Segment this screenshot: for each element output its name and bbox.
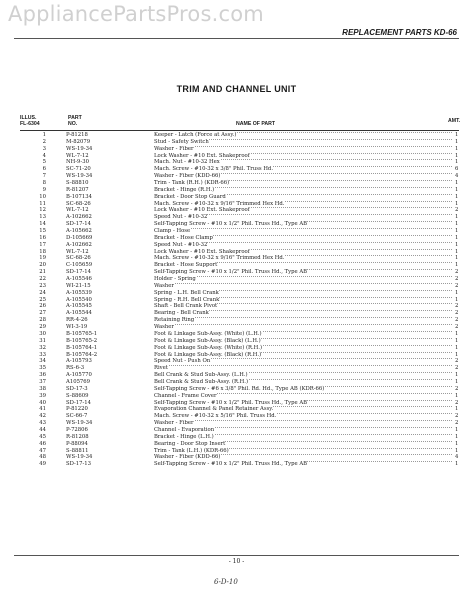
part-name: Bracket - Hose Clamp <box>154 234 213 241</box>
amount: 4 <box>455 173 459 180</box>
illus-number: 45 <box>39 433 46 440</box>
table-row <box>0 324 473 331</box>
dot-leader <box>154 283 452 284</box>
table-row <box>0 207 473 214</box>
amount: 2 <box>455 385 459 392</box>
amount: 1 <box>455 337 459 344</box>
amount: 2 <box>455 413 459 420</box>
amount: 2 <box>455 282 459 289</box>
table-row <box>0 413 473 420</box>
dot-leader <box>154 317 452 318</box>
amount: 1 <box>455 145 459 152</box>
part-name: Bearing - Bell Crank <box>154 310 209 317</box>
part-name: Foot & Linkage Sub-Assy. (Black) (R.H.) <box>154 351 262 358</box>
parts-list <box>0 132 473 468</box>
column-header-part <box>68 115 82 127</box>
table-row <box>0 297 473 304</box>
illus-number: 35 <box>39 365 46 372</box>
part-number: M-82079 <box>66 138 91 145</box>
illus-number: 44 <box>39 426 46 433</box>
table-row <box>0 276 473 283</box>
amount: 1 <box>455 433 459 440</box>
illus-number: 33 <box>39 351 46 358</box>
illus-number: 26 <box>39 303 46 310</box>
illus-number: 14 <box>39 221 46 228</box>
part-number: SC-68-26 <box>66 255 91 262</box>
part-name: Lock Washer - #10 Ext. Shakeproof <box>154 207 250 214</box>
part-number: B-107134 <box>66 193 93 200</box>
illus-number: 22 <box>39 276 46 283</box>
amount: 6 <box>455 166 459 173</box>
illus-number: 31 <box>39 337 46 344</box>
part-number: P-81220 <box>66 406 88 413</box>
part-name: Self-Tapping Screw - #10 x 1/2" Phil. Truss Hd., Type AB <box>154 399 308 406</box>
part-name: Shaft - Bell Crank Pivot <box>154 303 218 310</box>
illus-number: 47 <box>39 447 46 454</box>
table-row <box>0 242 473 249</box>
part-name: Trim - Tank (L.H.) (KDR-66) <box>154 447 229 454</box>
dot-leader <box>154 365 452 366</box>
part-number: WS-19-34 <box>66 454 93 461</box>
illus-number: 8 <box>42 180 46 187</box>
bottom-divider <box>14 555 459 556</box>
amount: 1 <box>455 330 459 337</box>
column-header-name: NAME OF PART <box>236 121 276 127</box>
part-number: R-81208 <box>66 433 89 440</box>
part-number: RR-4-26 <box>66 317 88 324</box>
part-name: Bell Crank & Stud Sub-Assy. (R.H.) <box>154 378 249 385</box>
part-number: P-88094 <box>66 440 88 447</box>
illus-number: 10 <box>39 193 46 200</box>
table-row <box>0 235 473 242</box>
illus-number: 3 <box>42 145 46 152</box>
part-number: C-105659 <box>66 262 93 269</box>
table-row <box>0 434 473 441</box>
amount: 1 <box>455 234 459 241</box>
part-number: B-105764-1 <box>66 344 98 351</box>
part-number: S-88609 <box>66 392 89 399</box>
amount: 1 <box>455 344 459 351</box>
handwritten-note: 6-D-10 <box>214 578 238 586</box>
part-name: Bracket - Hinge (L.H.) <box>154 433 214 440</box>
part-name: Washer - Fiber (KDD-66) <box>154 454 221 461</box>
part-number: P-81218 <box>66 132 88 138</box>
dot-leader <box>154 420 452 421</box>
part-name: Mach. Nut - #10-32 Hex <box>154 159 220 166</box>
amount: 2 <box>455 399 459 406</box>
illus-number: 17 <box>39 241 46 248</box>
part-number: A-105546 <box>66 276 92 283</box>
header-divider <box>20 130 459 131</box>
document-header: REPLACEMENT PARTS KD-66 <box>342 28 457 37</box>
amount: 1 <box>455 378 459 385</box>
part-name: Mach. Screw - #10-32 x 5/16" Phil. Truss Hd. <box>154 413 277 420</box>
illus-number: 4 <box>42 152 46 159</box>
table-row <box>0 180 473 187</box>
amount: 2 <box>455 207 459 214</box>
part-name: Evaporation Channel & Panel Retainer Assy. <box>154 406 274 413</box>
part-name: Self-Tapping Screw - #10 x 1/2" Phil. Truss Hd., Type AB <box>154 461 308 468</box>
site-watermark: AppliancePartsPros.com <box>8 2 264 26</box>
amount: 1 <box>455 180 459 187</box>
amount: 2 <box>455 310 459 317</box>
part-name: Foot & Linkage Sub-Assy. (Black) (L.H.) <box>154 337 261 344</box>
part-name: Lock Washer - #10 Ext. Shakeproof <box>154 248 250 255</box>
illus-number: 7 <box>42 173 46 180</box>
illus-number: 32 <box>39 344 46 351</box>
part-name: Channel - Frame Cover <box>154 392 217 399</box>
amount: 1 <box>455 248 459 255</box>
table-row <box>0 358 473 365</box>
part-name: Foot & Linkage Sub-Assy. (White) (L.H.) <box>154 330 262 337</box>
table-row <box>0 352 473 359</box>
amount: 2 <box>455 420 459 427</box>
amount: 2 <box>455 324 459 331</box>
part-number: A-105770 <box>66 372 92 379</box>
table-row <box>0 345 473 352</box>
table-row <box>0 290 473 297</box>
part-number: A-102662 <box>66 241 92 248</box>
illus-number: 27 <box>39 310 46 317</box>
part-number: WS-19-34 <box>66 145 93 152</box>
part-number: WL-7-12 <box>66 248 89 255</box>
part-number: SD-17-3 <box>66 385 88 392</box>
part-name: Trim - Tank (R.H.) (KDR-66) <box>154 180 230 187</box>
table-row <box>0 166 473 173</box>
amount: 4 <box>455 454 459 461</box>
part-name: Bearing - Door Stop Insert <box>154 440 226 447</box>
table-row <box>0 386 473 393</box>
part-number: A-105540 <box>66 296 92 303</box>
illus-number: 23 <box>39 282 46 289</box>
part-number: A-105544 <box>66 310 92 317</box>
part-number: A-105662 <box>66 228 92 235</box>
amount: 2 <box>455 317 459 324</box>
illus-number: 20 <box>39 262 46 269</box>
part-name: Lock Washer - #10 Ext. Shakeproof <box>154 152 250 159</box>
part-number: A-105545 <box>66 303 92 310</box>
table-row <box>0 194 473 201</box>
illus-number: 19 <box>39 255 46 262</box>
amount: 1 <box>455 186 459 193</box>
dot-leader <box>154 146 452 147</box>
amount: 1 <box>455 372 459 379</box>
page-number: - 10 - <box>228 558 245 565</box>
dot-leader <box>154 324 452 325</box>
illus-number: 6 <box>42 166 46 173</box>
amount: 1 <box>455 255 459 262</box>
part-number: A-102662 <box>66 214 92 221</box>
part-name: Holder - Spring <box>154 276 196 283</box>
table-row <box>0 454 473 461</box>
part-name: Foot & Linkage Sub-Assy. (White) (R.H.) <box>154 344 263 351</box>
table-row <box>0 406 473 413</box>
amount: 1 <box>455 440 459 447</box>
table-row <box>0 331 473 338</box>
top-divider <box>14 38 459 39</box>
part-name: Rivet <box>154 365 168 372</box>
illus-number: 34 <box>39 358 46 365</box>
amount: 1 <box>455 406 459 413</box>
part-name: Retaining Ring <box>154 317 195 324</box>
amount: 1 <box>455 461 459 468</box>
table-row <box>0 159 473 166</box>
amount: 2 <box>455 358 459 365</box>
illus-number: 41 <box>39 406 46 413</box>
illus-number: 30 <box>39 330 46 337</box>
part-name: Self-Tapping Screw - #6 x 3/8" Phil. Rd. Hd., Type AB (KDR-66) <box>154 385 325 392</box>
part-name: Bracket - Hinge (R.H.) <box>154 186 215 193</box>
table-row <box>0 427 473 434</box>
part-number: SC-68-26 <box>66 200 91 207</box>
amount: 1 <box>455 228 459 235</box>
part-name: Speed Nut - #10-32 <box>154 214 208 221</box>
column-header-amt: AMT. <box>448 118 461 124</box>
illus-number: 13 <box>39 214 46 221</box>
part-name: Mach. Screw - #10-32 x 9/16" Trimmed Hex Hd. <box>154 200 285 207</box>
illus-number: 5 <box>42 159 46 166</box>
table-row <box>0 379 473 386</box>
table-row <box>0 146 473 153</box>
part-name: Washer <box>154 282 174 289</box>
illus-number: 2 <box>42 138 46 145</box>
illus-number: 11 <box>39 200 46 207</box>
part-number: R-81207 <box>66 186 89 193</box>
part-number: SD-17-14 <box>66 269 92 276</box>
illus-number: 12 <box>39 207 46 214</box>
amount: 2 <box>455 365 459 372</box>
table-row <box>0 228 473 235</box>
illus-number: 48 <box>39 454 46 461</box>
illus-number: 21 <box>39 269 46 276</box>
part-name: Spring - L.H. Bell Crank <box>154 289 219 296</box>
table-row <box>0 461 473 468</box>
part-name: Channel - Evaporation <box>154 426 215 433</box>
table-row <box>0 214 473 221</box>
part-name: Bell Crank & Stud Sub-Assy. (L.H.) <box>154 372 248 379</box>
part-name: Spring - R.H. Bell Crank <box>154 296 220 303</box>
table-row <box>0 173 473 180</box>
amount: 1 <box>455 447 459 454</box>
part-name: Keeper - Latch (Force at Assy.) <box>154 132 237 138</box>
part-number: WI-3-19 <box>66 324 88 331</box>
table-row <box>0 255 473 262</box>
part-number: SD-17-13 <box>66 461 92 468</box>
illus-number: 15 <box>39 228 46 235</box>
part-number: SD-17-14 <box>66 399 92 406</box>
part-number: A-105539 <box>66 289 92 296</box>
dot-leader <box>154 276 452 277</box>
amount: 1 <box>455 221 459 228</box>
amount: 1 <box>455 351 459 358</box>
illus-number: 43 <box>39 420 46 427</box>
table-row <box>0 201 473 208</box>
amount: 1 <box>455 132 459 138</box>
illus-number: 9 <box>42 186 46 193</box>
illus-label: ILLUS. <box>20 115 37 121</box>
table-row <box>0 310 473 317</box>
amount: 1 <box>455 214 459 221</box>
amount: 2 <box>455 303 459 310</box>
amount: 1 <box>455 426 459 433</box>
part-name: Washer - Fiber <box>154 145 194 152</box>
table-row <box>0 153 473 160</box>
part-number: SD-17-14 <box>66 221 92 228</box>
part-name: Mach. Screw - #10-32 x 9/16" Trimmed Hex Hd. <box>154 255 285 262</box>
part-number: D-105669 <box>66 234 93 241</box>
illus-number: 37 <box>39 378 46 385</box>
page-title: TRIM AND CHANNEL UNIT <box>176 84 297 94</box>
illus-number: 1 <box>42 132 46 138</box>
part-no-label: NO. <box>68 121 78 127</box>
part-name: Bracket - Hose Support <box>154 262 218 269</box>
part-name: Mach. Screw - #10-32 x 3/8" Phil. Truss Hd. <box>154 166 274 173</box>
amount: 1 <box>455 159 459 166</box>
amount: 2 <box>455 276 459 283</box>
illus-number: 39 <box>39 392 46 399</box>
part-number: B-105765-1 <box>66 330 98 337</box>
table-row <box>0 139 473 146</box>
table-row <box>0 400 473 407</box>
part-number: B-105764-2 <box>66 351 98 358</box>
table-row <box>0 448 473 455</box>
table-row <box>0 420 473 427</box>
part-number: WL-7-12 <box>66 207 89 214</box>
amount: 1 <box>455 289 459 296</box>
part-name: Clamp - Hose <box>154 228 191 235</box>
part-number: S-88811 <box>66 447 89 454</box>
part-name: Stud - Safety Switch <box>154 138 209 145</box>
amount: 1 <box>455 138 459 145</box>
dot-leader <box>154 228 452 229</box>
amount: 1 <box>455 262 459 269</box>
table-row <box>0 303 473 310</box>
table-row <box>0 249 473 256</box>
illus-number: 24 <box>39 289 46 296</box>
table-row <box>0 338 473 345</box>
table-row <box>0 317 473 324</box>
amount: 1 <box>455 152 459 159</box>
part-number: WS-19-34 <box>66 173 93 180</box>
part-number: SC-71-20 <box>66 166 91 173</box>
table-row <box>0 372 473 379</box>
table-row <box>0 269 473 276</box>
part-name: Self-Tapping Screw - #10 x 1/2" Phil. Truss Hd., Type AB <box>154 269 308 276</box>
table-row <box>0 393 473 400</box>
part-name: Washer <box>154 324 174 331</box>
illus-number: 18 <box>39 248 46 255</box>
illus-number: 16 <box>39 234 46 241</box>
part-name: Washer - Fiber (KDD-66) <box>154 173 221 180</box>
part-number: A-105793 <box>66 358 92 365</box>
table-row <box>0 221 473 228</box>
part-number: WS-19-34 <box>66 420 93 427</box>
table-row <box>0 262 473 269</box>
illus-number: 28 <box>39 317 46 324</box>
part-number: SC-66-7 <box>66 413 88 420</box>
table-row <box>0 132 473 139</box>
column-header-illus <box>20 115 40 127</box>
amount: 1 <box>455 241 459 248</box>
amount: 2 <box>455 269 459 276</box>
part-number: A105769 <box>66 378 91 385</box>
part-name: Speed Nut - Push On <box>154 358 211 365</box>
part-number: NH-9-30 <box>66 159 89 166</box>
part-name: Washer - Fiber <box>154 420 194 427</box>
illus-number: 29 <box>39 324 46 331</box>
part-name: Self-Tapping Screw - #10 x 1/2" Phil. Truss Hd., Type AB <box>154 221 308 228</box>
amount: 1 <box>455 296 459 303</box>
amount: 1 <box>455 200 459 207</box>
table-row <box>0 283 473 290</box>
illus-number: 49 <box>39 461 46 468</box>
table-row <box>0 187 473 194</box>
part-label: PART <box>68 115 82 121</box>
illus-figure-label: FL-6304 <box>20 121 40 127</box>
part-number: P-72806 <box>66 426 88 433</box>
illus-number: 36 <box>39 372 46 379</box>
part-number: RS-6-3 <box>66 365 85 372</box>
illus-number: 25 <box>39 296 46 303</box>
amount: 1 <box>455 392 459 399</box>
illus-number: 40 <box>39 399 46 406</box>
illus-number: 38 <box>39 385 46 392</box>
table-row <box>0 441 473 448</box>
part-number: S-88810 <box>66 180 89 187</box>
illus-number: 42 <box>39 413 46 420</box>
part-name: Bracket - Door Stop Guard <box>154 193 226 200</box>
part-number: B-105765-2 <box>66 337 98 344</box>
part-name: Speed Nut - #10-32 <box>154 241 208 248</box>
amount: 1 <box>455 193 459 200</box>
illus-number: 46 <box>39 440 46 447</box>
part-number: WL-7-12 <box>66 152 89 159</box>
part-number: WI-21-15 <box>66 282 91 289</box>
